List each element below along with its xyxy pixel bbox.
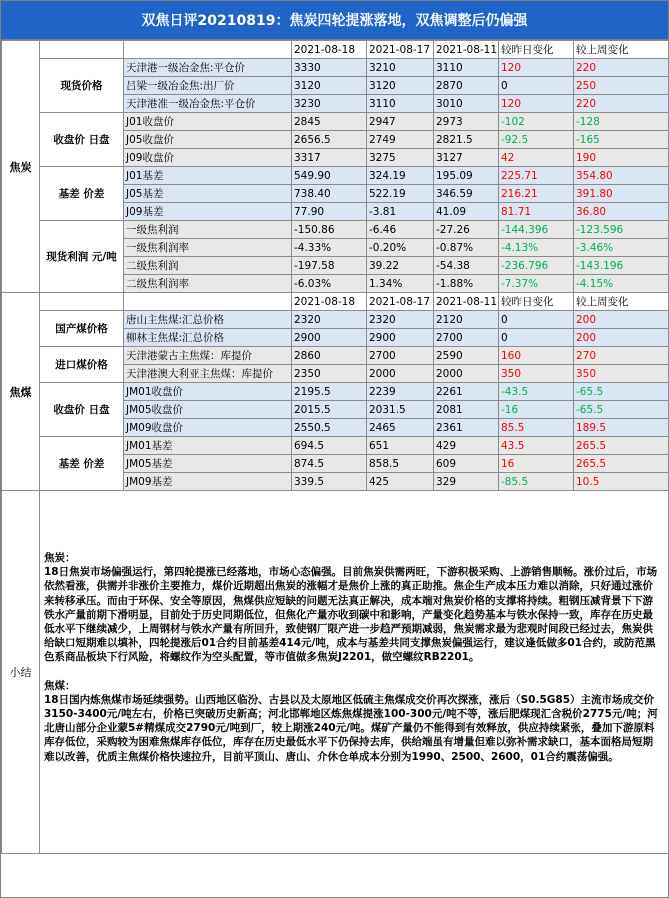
group-label: 进口煤价格 (40, 347, 124, 383)
value-cell: 220 (574, 95, 669, 113)
value-cell: 120 (499, 95, 574, 113)
header-cell: 2021-08-11 (434, 41, 499, 59)
value-cell: 2239 (367, 383, 434, 401)
value-cell: 160 (499, 347, 574, 365)
value-cell: -16 (499, 401, 574, 419)
item-name: J01收盘价 (124, 113, 292, 131)
value-cell: 874.5 (292, 455, 367, 473)
value-cell: 270 (574, 347, 669, 365)
header-cell: 2021-08-18 (292, 293, 367, 311)
value-cell: 77.90 (292, 203, 367, 221)
value-cell: 265.5 (574, 437, 669, 455)
item-name: 天津港准一级冶金焦:平仓价 (124, 95, 292, 113)
header-cell: 2021-08-18 (292, 41, 367, 59)
value-cell: 549.90 (292, 167, 367, 185)
summary-spacer (44, 497, 662, 551)
header-row (2, 293, 669, 311)
value-cell: 3275 (367, 149, 434, 167)
value-cell: 2700 (367, 347, 434, 365)
item-name: JM05基差 (124, 455, 292, 473)
value-cell: 2700 (434, 329, 499, 347)
group-label: 现货价格 (40, 59, 124, 113)
value-cell: -165 (574, 131, 669, 149)
header-row (2, 41, 669, 59)
coal-category-label: 焦煤 (2, 293, 40, 491)
value-cell: -4.15% (574, 275, 669, 293)
item-name: 天津港一级冶金焦:平仓价 (124, 59, 292, 77)
item-name: 天津港蒙古主焦煤：库提价 (124, 347, 292, 365)
value-cell: 429 (434, 437, 499, 455)
value-cell: 189.5 (574, 419, 669, 437)
coke-summary-body: 18日焦炭市场偏强运行，第四轮提涨已经落地，市场心态偏强。目前焦炭供需两旺，下游积极采购、上游销售顺畅。涨价过后，市场依然看涨，供需并非涨价主要推力，煤价近期超出焦炭的涨幅才是焦价上涨的真正助推。焦企生产成本压力难以消除，只好通过涨价来转移承压。而由于环保、安全等原因，焦煤供应短缺的问题无法真正解决，成本端对焦炭价格的支撑将持续。粗钢压减背景下下游铁水产量前期下滑明显，目前处于历史同期低位，但焦化产量亦收到碳中和影响，产量变化趋势基本与铁水保持一致，库存在历史最低水平下继续减少，上周钢材与铁水产量有所回升，致使钢厂限产进一步趋严预期减弱，焦炭需求最为悲观时间段已经过去，焦炭供给缺口短期难以填补，四轮提涨后01合约目前基差414元/吨，成本与基差共同支撑焦炭偏强运行，建议逢低做多01合约，或防范黑色系商品板块下行风险，将螺纹作为空头配置，等市值做多焦炭J2201，做空螺纹RB2201。 (44, 566, 658, 664)
header-blank (40, 41, 124, 59)
item-name: JM09基差 (124, 473, 292, 491)
value-cell: -144.396 (499, 221, 574, 239)
value-cell: 2361 (434, 419, 499, 437)
group-label: 基差 价差 (40, 437, 124, 491)
value-cell: 3330 (292, 59, 367, 77)
table-row (2, 167, 669, 185)
value-cell: 3127 (434, 149, 499, 167)
coal-summary-body: 18日国内炼焦煤市场延续强势。山西地区临汾、古县以及太原地区低硫主焦煤成交价再次探涨，涨后（S0.5G85）主流市场成交价3150-3400元/吨左右，价格已突破历史新高；河北邯郸地区炼焦煤提涨100-300元/吨不等，涨后肥煤现汇含税价2775元/吨；河北唐山部分企业蒙5#精煤成交2790元/吨到厂，较上期涨240元/吨。煤矿产量仍不能得到有效释放，供应持续紧张，叠加下游原料库存低位，采购较为困难焦煤库存低位，库存在历史最低水平下仍保持去库，供给端虽有增量但难以弥补需求缺口，基本面格局短期难以改善，优质主焦煤价格快速拉升，目前平顶山、唐山、介休仓单成本分别为1990、2500、2600，01合约震荡偏强。 (44, 693, 658, 763)
table-row (2, 221, 669, 239)
value-cell: -65.5 (574, 401, 669, 419)
value-cell: -6.46 (367, 221, 434, 239)
value-cell: 43.5 (499, 437, 574, 455)
value-cell: 3010 (434, 95, 499, 113)
value-cell: 16 (499, 455, 574, 473)
value-cell: 3210 (367, 59, 434, 77)
item-name: JM01收盘价 (124, 383, 292, 401)
value-cell: -4.13% (499, 239, 574, 257)
value-cell: 522.19 (367, 185, 434, 203)
value-cell: 3110 (367, 95, 434, 113)
item-name: 一级焦利润率 (124, 239, 292, 257)
header-cell: 较昨日变化 (499, 41, 574, 59)
item-name: J05基差 (124, 185, 292, 203)
value-cell: 329 (434, 473, 499, 491)
value-cell: -102 (499, 113, 574, 131)
value-cell: -43.5 (499, 383, 574, 401)
value-cell: 3120 (292, 77, 367, 95)
item-name: 天津港澳大利亚主焦煤：库提价 (124, 365, 292, 383)
item-name: JM05收盘价 (124, 401, 292, 419)
item-name: J05收盘价 (124, 131, 292, 149)
item-name: 吕梁一级冶金焦:出厂价 (124, 77, 292, 95)
value-cell: 858.5 (367, 455, 434, 473)
item-name: J09收盘价 (124, 149, 292, 167)
value-cell: 3317 (292, 149, 367, 167)
value-cell: -123.596 (574, 221, 669, 239)
value-cell: 2749 (367, 131, 434, 149)
value-cell: 2947 (367, 113, 434, 131)
value-cell: 2465 (367, 419, 434, 437)
value-cell: 2870 (434, 77, 499, 95)
coal-summary-heading: 焦煤： (44, 679, 76, 692)
value-cell: 81.71 (499, 203, 574, 221)
value-cell: 10.5 (574, 473, 669, 491)
value-cell: 120 (499, 59, 574, 77)
value-cell: 694.5 (292, 437, 367, 455)
header-blank (124, 41, 292, 59)
value-cell: 190 (574, 149, 669, 167)
value-cell: 42 (499, 149, 574, 167)
value-cell: 220 (574, 59, 669, 77)
value-cell: 2081 (434, 401, 499, 419)
value-cell: 0 (499, 311, 574, 329)
group-label: 收盘价 日盘 (40, 383, 124, 437)
value-cell: 85.5 (499, 419, 574, 437)
value-cell: 391.80 (574, 185, 669, 203)
value-cell: 2320 (367, 311, 434, 329)
table-row (2, 347, 669, 365)
value-cell: 2590 (434, 347, 499, 365)
value-cell: 2261 (434, 383, 499, 401)
summary-text (40, 491, 669, 854)
value-cell: -128 (574, 113, 669, 131)
value-cell: 2195.5 (292, 383, 367, 401)
table-row (2, 383, 669, 401)
header-blank (40, 293, 124, 311)
item-name: 二级焦利润 (124, 257, 292, 275)
value-cell: 0 (499, 329, 574, 347)
coke-category-label: 焦炭 (2, 41, 40, 293)
value-cell: 39.22 (367, 257, 434, 275)
value-cell: 2656.5 (292, 131, 367, 149)
value-cell: 225.71 (499, 167, 574, 185)
table-row (2, 59, 669, 77)
value-cell: -3.81 (367, 203, 434, 221)
value-cell: -85.5 (499, 473, 574, 491)
item-name: 柳林主焦煤:汇总价格 (124, 329, 292, 347)
value-cell: 265.5 (574, 455, 669, 473)
group-label: 现货利润 元/吨 (40, 221, 124, 293)
item-name: JM09收盘价 (124, 419, 292, 437)
header-cell: 2021-08-17 (367, 41, 434, 59)
value-cell: 2900 (367, 329, 434, 347)
header-cell: 2021-08-11 (434, 293, 499, 311)
header-cell: 较上周变化 (574, 41, 669, 59)
value-cell: 354.80 (574, 167, 669, 185)
value-cell: 2350 (292, 365, 367, 383)
value-cell: 200 (574, 329, 669, 347)
value-cell: -236.796 (499, 257, 574, 275)
value-cell: -0.87% (434, 239, 499, 257)
header-cell: 较昨日变化 (499, 293, 574, 311)
value-cell: -1.88% (434, 275, 499, 293)
item-name: 一级焦利润 (124, 221, 292, 239)
value-cell: -27.26 (434, 221, 499, 239)
value-cell: 2120 (434, 311, 499, 329)
group-label: 国产煤价格 (40, 311, 124, 347)
value-cell: 350 (574, 365, 669, 383)
value-cell: 2973 (434, 113, 499, 131)
value-cell: 339.5 (292, 473, 367, 491)
value-cell: -3.46% (574, 239, 669, 257)
value-cell: 0 (499, 77, 574, 95)
price-table (1, 40, 669, 854)
value-cell: -197.58 (292, 257, 367, 275)
item-name: J01基差 (124, 167, 292, 185)
value-cell: 2845 (292, 113, 367, 131)
report-title: 双焦日评20210819：焦炭四轮提涨落地，双焦调整后仍偏强 (1, 1, 668, 40)
item-name: J09基差 (124, 203, 292, 221)
summary-row (2, 491, 669, 854)
value-cell: 324.19 (367, 167, 434, 185)
header-blank (124, 293, 292, 311)
value-cell: 250 (574, 77, 669, 95)
table-row (2, 113, 669, 131)
value-cell: -7.37% (499, 275, 574, 293)
value-cell: -92.5 (499, 131, 574, 149)
value-cell: 346.59 (434, 185, 499, 203)
value-cell: 1.34% (367, 275, 434, 293)
value-cell: 2860 (292, 347, 367, 365)
value-cell: -0.20% (367, 239, 434, 257)
value-cell: 2031.5 (367, 401, 434, 419)
value-cell: 3110 (434, 59, 499, 77)
summary-gap (44, 665, 662, 679)
value-cell: 2000 (367, 365, 434, 383)
value-cell: 2015.5 (292, 401, 367, 419)
value-cell: 2320 (292, 311, 367, 329)
value-cell: 3120 (367, 77, 434, 95)
value-cell: 41.09 (434, 203, 499, 221)
table-row (2, 311, 669, 329)
value-cell: 2000 (434, 365, 499, 383)
value-cell: -6.03% (292, 275, 367, 293)
value-cell: -143.196 (574, 257, 669, 275)
value-cell: 651 (367, 437, 434, 455)
item-name: 唐山主焦煤:汇总价格 (124, 311, 292, 329)
value-cell: 200 (574, 311, 669, 329)
value-cell: -4.33% (292, 239, 367, 257)
value-cell: 609 (434, 455, 499, 473)
value-cell: 2821.5 (434, 131, 499, 149)
value-cell: 425 (367, 473, 434, 491)
item-name: 二级焦利润率 (124, 275, 292, 293)
value-cell: 216.21 (499, 185, 574, 203)
group-label: 基差 价差 (40, 167, 124, 221)
header-cell: 2021-08-17 (367, 293, 434, 311)
item-name: JM01基差 (124, 437, 292, 455)
value-cell: 2550.5 (292, 419, 367, 437)
value-cell: -54.38 (434, 257, 499, 275)
value-cell: 2900 (292, 329, 367, 347)
value-cell: -65.5 (574, 383, 669, 401)
value-cell: 195.09 (434, 167, 499, 185)
coke-summary-heading: 焦炭： (44, 552, 76, 564)
table-row (2, 437, 669, 455)
group-label: 收盘价 日盘 (40, 113, 124, 167)
value-cell: -150.86 (292, 221, 367, 239)
summary-label: 小结 (2, 491, 40, 854)
value-cell: 350 (499, 365, 574, 383)
value-cell: 3230 (292, 95, 367, 113)
header-cell: 较上周变化 (574, 293, 669, 311)
value-cell: 738.40 (292, 185, 367, 203)
value-cell: 36.80 (574, 203, 669, 221)
